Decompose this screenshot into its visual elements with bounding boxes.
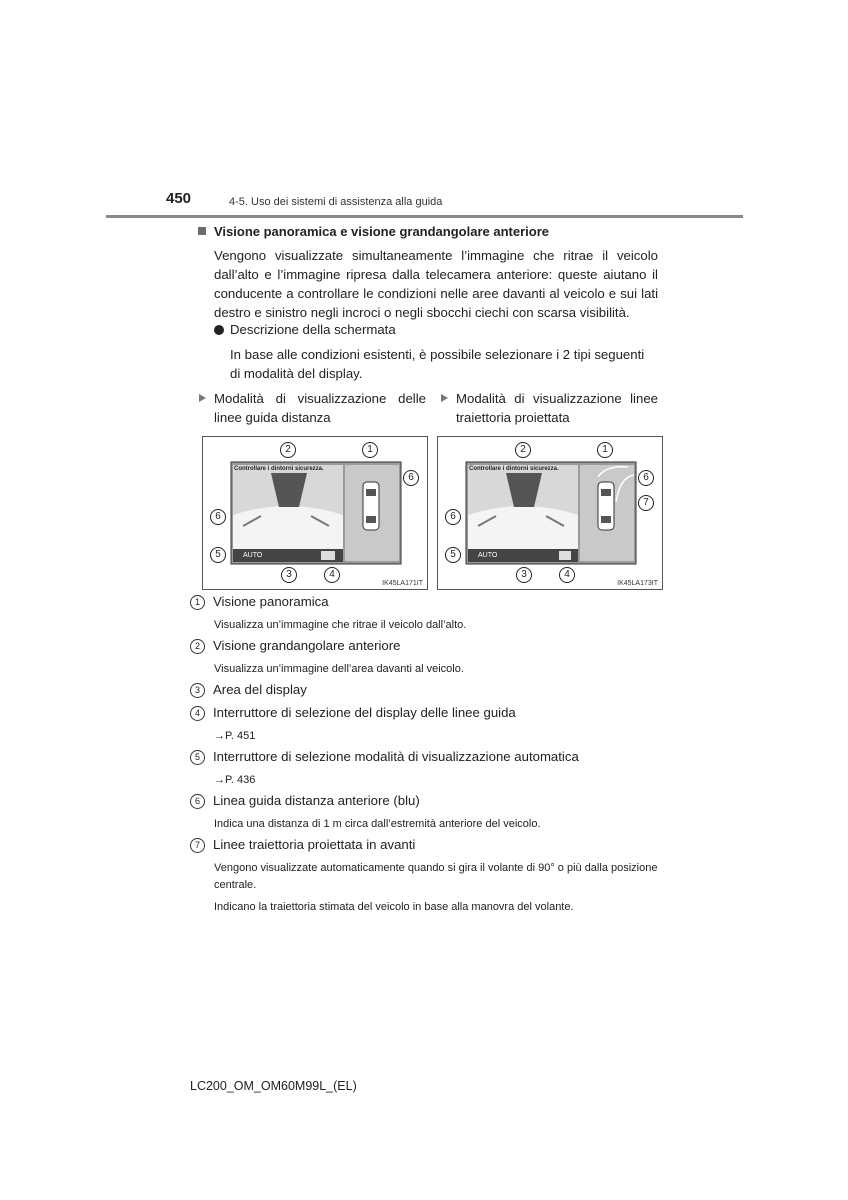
number-circle-icon: 7 [190,838,205,853]
page-ref-text: P. 451 [225,730,256,742]
mode-item [456,389,658,427]
legend-desc: Vengono visualizzate automaticamente quando si gira il volante di 90° o più dalla posizione centrale. [214,862,658,891]
legend-item [190,638,400,654]
callout-5: 5 [210,547,226,563]
bullet-label: Descrizione della schermata [230,322,396,337]
legend-title: Visione panoramica [213,594,329,609]
subsection-heading [198,224,549,239]
legend-title: Linee traiettoria proiettata in avanti [213,837,416,852]
arrow-right-icon: → [214,774,225,786]
screen-caption: Controllare i dintorni sicurezza. [469,466,559,472]
callout-4: 4 [559,567,575,583]
heading-text: Visione panoramica e visione grandangolare anteriore [214,224,549,239]
legend-desc: Visualizza un’immagine dell’area davanti al veicolo. [214,663,464,675]
callout-6: 6 [403,470,419,486]
callout-3: 3 [281,567,297,583]
callout-2: 2 [280,442,296,458]
legend-desc: Visualizza un’immagine che ritrae il veicolo dall’alto. [214,619,467,631]
legend-item [190,793,420,809]
legend-title: Interruttore di selezione del display delle linee guida [213,705,516,720]
mode-label: Modalità di visualizzazione linee traiettoria proiettata [456,391,658,425]
legend-item [190,749,579,765]
callout-5: 5 [445,547,461,563]
header-divider [106,215,743,218]
number-circle-icon: 4 [190,706,205,721]
figure-projected-path-mode [437,436,663,590]
legend-desc: Indica una distanza di 1 m circa dall’estremità anteriore del veicolo. [214,818,541,830]
mode-label: Modalità di visualizzazione delle linee guida distanza [214,391,426,425]
legend-item [190,705,516,721]
legend-desc: Indicano la traiettoria stimata del veicolo in base alla manovra del volante. [214,901,574,913]
bullet-dot-icon [214,325,224,335]
screen-illustration [438,437,662,589]
auto-switch-label: AUTO [478,552,498,559]
auto-switch-label: AUTO [243,552,263,559]
mode-item [214,389,426,427]
screen-illustration [203,437,427,589]
number-circle-icon: 5 [190,750,205,765]
arrow-right-icon: → [214,730,225,742]
number-circle-icon: 6 [190,794,205,809]
callout-7: 7 [638,495,654,511]
bullet-description: In base alle condizioni esistenti, è possibile selezionare i 2 tipi seguenti di modalità del display. [230,347,645,381]
legend-title: Area del display [213,682,307,697]
legend-title: Interruttore di selezione modalità di visualizzazione automatica [213,749,579,764]
page-reference [214,728,658,745]
figure-code: IK45LA171IT [382,580,423,587]
number-circle-icon: 1 [190,595,205,610]
triangle-bullet-icon [199,394,206,402]
number-circle-icon: 2 [190,639,205,654]
callout-2: 2 [515,442,531,458]
callout-4: 4 [324,567,340,583]
callout-6: 6 [638,470,654,486]
callout-6: 6 [210,509,226,525]
page-reference [214,772,658,789]
legend-title: Linea guida distanza anteriore (blu) [213,793,420,808]
legend-item [190,837,415,853]
callout-6: 6 [445,509,461,525]
bullet-item [214,322,396,337]
figure-distance-guide-mode [202,436,428,590]
page-ref-text: P. 436 [225,774,256,786]
triangle-bullet-icon [441,394,448,402]
legend-title: Visione grandangolare anteriore [213,638,401,653]
square-bullet-icon [198,227,206,235]
screen-caption: Controllare i dintorni sicurezza. [234,466,324,472]
callout-1: 1 [597,442,613,458]
number-circle-icon: 3 [190,683,205,698]
page-number: 450 [166,190,192,207]
legend-item [190,594,329,610]
section-title: 4-5. Uso dei sistemi di assistenza alla guida [229,196,443,208]
intro-paragraph: Vengono visualizzate simultaneamente l’immagine che ritrae il veicolo dall’alto e l’immagine ripresa dalla telecamera anteriore: queste aiutano il conducente a controllare le condizioni nelle aree davanti al veicolo e sui lati destro e sinistro negli incroci o negli sbocchi ciechi con scarsa visibilità. [214,248,658,320]
legend-item [190,682,307,698]
figure-code: IK45LA173IT [617,580,658,587]
document-code-footer: LC200_OM_OM60M99L_(EL) [190,1079,357,1093]
callout-1: 1 [362,442,378,458]
callout-3: 3 [516,567,532,583]
